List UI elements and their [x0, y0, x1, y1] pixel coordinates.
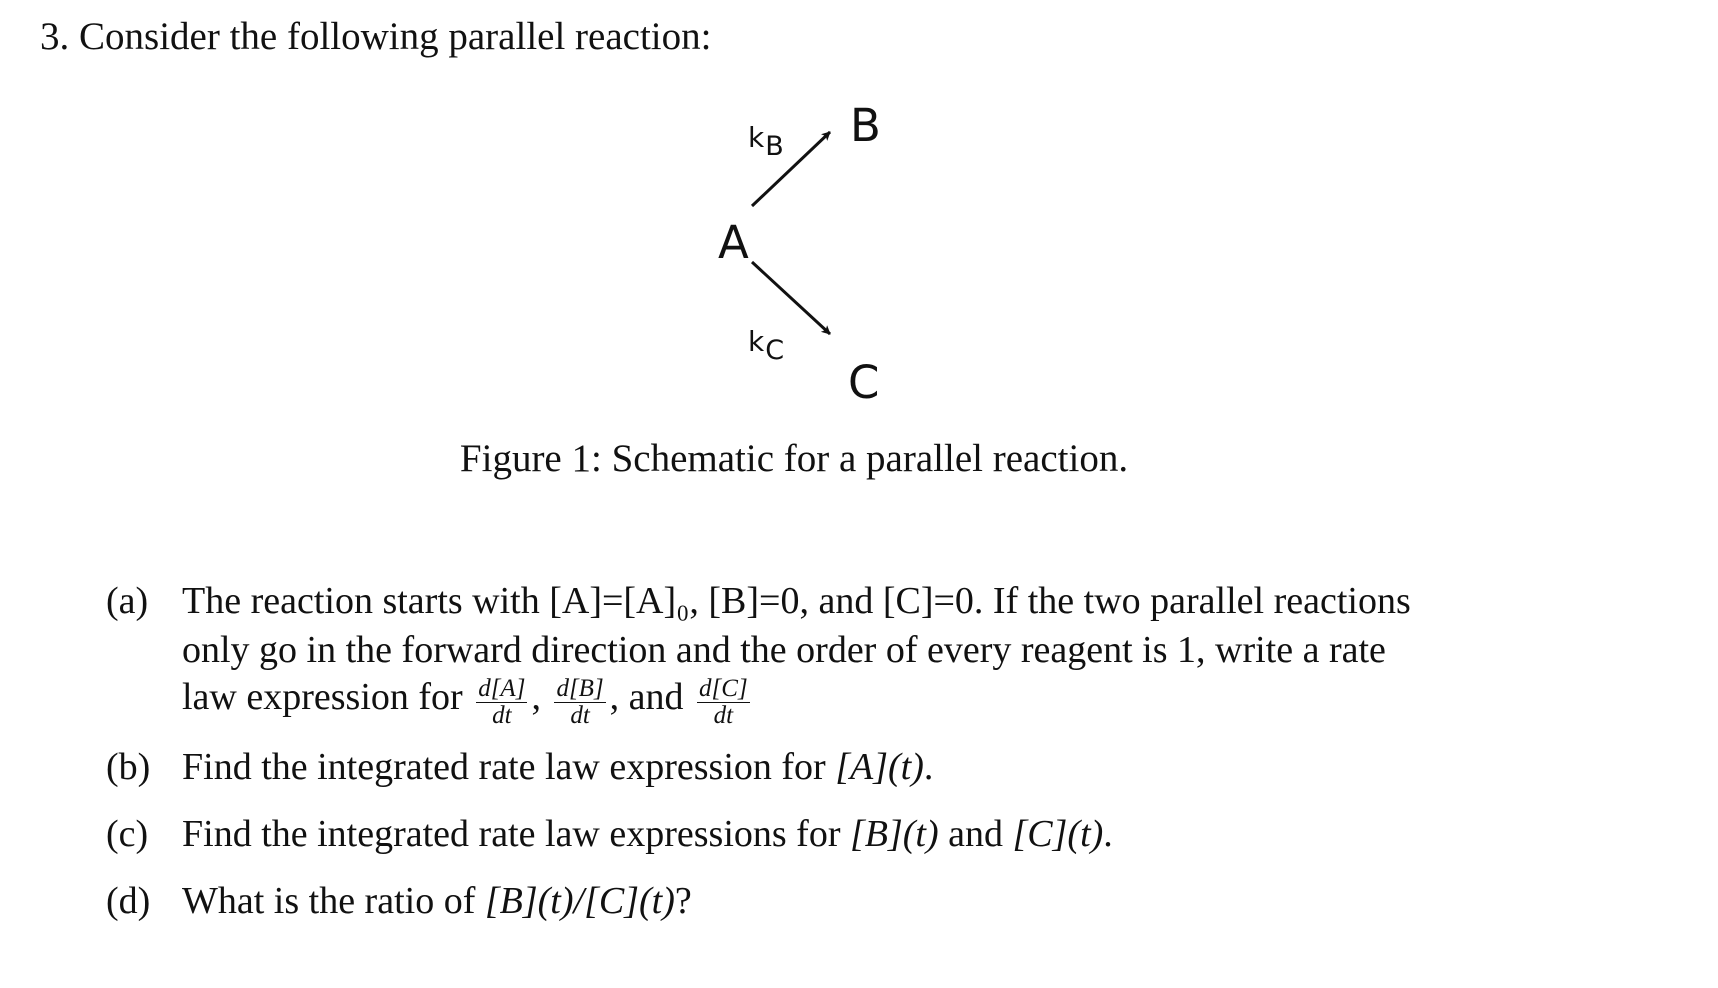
question-d-expr: [B](t)/[C](t)	[484, 880, 675, 922]
rate-kb-sub: B	[765, 131, 784, 162]
question-c-suffix: .	[1103, 813, 1113, 855]
question-d-text	[182, 879, 692, 923]
question-b-label: (b)	[106, 746, 151, 788]
fraction-dC-num: d[C]	[699, 674, 748, 702]
separator-1: ,	[531, 676, 541, 718]
problem-number: 3.	[40, 15, 70, 58]
fraction-dB-num: d[B]	[556, 674, 604, 702]
problem-header	[40, 14, 711, 59]
question-a-label: (a)	[106, 580, 149, 622]
question-c-prefix: Find the integrated rate law expressions for	[182, 813, 850, 855]
separator-2: , and	[609, 676, 684, 718]
species-c: C	[848, 356, 880, 409]
question-d-prefix: What is the ratio of	[182, 880, 485, 922]
question-d-label: (d)	[106, 880, 151, 922]
rate-kc-sub: C	[765, 335, 785, 366]
question-d-suffix: ?	[674, 880, 692, 922]
fraction-dA-dt	[476, 676, 527, 730]
fraction-dB-den: dt	[570, 702, 590, 729]
arrow-to-c	[752, 262, 830, 334]
fraction-dB-dt	[554, 676, 605, 730]
problem-intro: Consider the following parallel reaction:	[79, 15, 712, 58]
question-a-line1: The reaction starts with [A]=[A]₀, [B]=0, and [C]=0. If the two parallel reactions	[182, 580, 1411, 622]
species-a: A	[718, 216, 749, 269]
question-c-expr2: [C](t)	[1012, 813, 1104, 855]
question-b-text	[182, 745, 933, 789]
question-b-suffix: .	[923, 746, 934, 788]
question-c-mid: and	[938, 813, 1013, 855]
species-b: B	[850, 99, 881, 152]
question-c-expr1: [B](t)	[849, 813, 939, 855]
question-b-expr: [A](t)	[835, 746, 924, 788]
fraction-dA-num: d[A]	[478, 674, 526, 702]
fraction-dC-dt	[697, 676, 750, 730]
rate-kb-base: k	[748, 121, 765, 154]
question-a-line3-prefix: law expression for	[182, 676, 463, 718]
rate-constant-kc	[748, 325, 785, 366]
question-c-text	[182, 812, 1113, 856]
question-b-prefix: Find the integrated rate law expression for	[182, 746, 836, 788]
question-a-line2: only go in the forward direction and the order of every reagent is 1, write a rate	[182, 629, 1386, 671]
question-a-line3	[182, 675, 754, 729]
figure-caption: Figure 1: Schematic for a parallel reaction.	[459, 437, 1129, 480]
fraction-dA-den: dt	[492, 702, 512, 729]
reaction-scheme	[690, 99, 881, 420]
question-c-label: (c)	[106, 813, 149, 855]
rate-constant-kb	[748, 121, 784, 162]
rate-kc-base: k	[748, 325, 765, 358]
fraction-dC-den: dt	[713, 702, 734, 729]
